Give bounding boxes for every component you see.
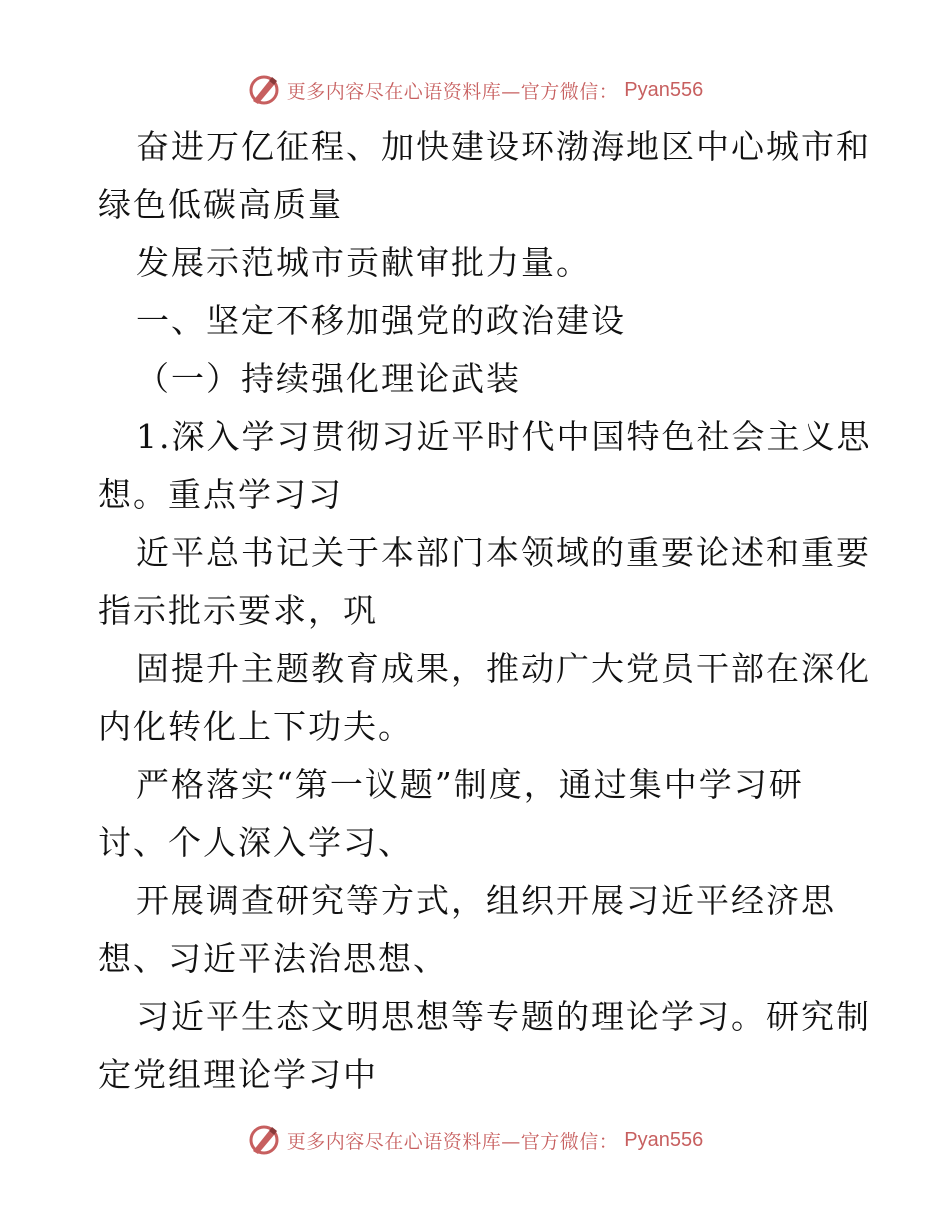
- paragraph-line: （一）持续强化理论武装: [136, 359, 521, 398]
- paragraph-line: 内化转化上下功夫。: [98, 707, 413, 746]
- subsection-heading: [98, 350, 858, 408]
- watermark-id: Pyan556: [624, 1128, 704, 1151]
- pen-logo-icon: [247, 1123, 281, 1157]
- paragraph-line: 严格落实“第一议题”制度，通过集中学习研: [136, 765, 804, 804]
- section-heading: [98, 292, 858, 350]
- watermark-text: 更多内容尽在心语资料库—官方微信：: [286, 80, 619, 103]
- paragraph-line: 奋进万亿征程、加快建设环渤海地区中心城市和: [136, 127, 871, 166]
- watermark-text: 更多内容尽在心语资料库—官方微信：: [286, 1130, 619, 1153]
- paragraph-line: 近平总书记关于本部门本领域的重要论述和重要: [136, 533, 871, 572]
- pen-logo-icon: [247, 73, 281, 107]
- paragraph-line: 发展示范城市贡献审批力量。: [136, 243, 591, 282]
- paragraph: [98, 756, 858, 872]
- watermark-footer: [0, 1120, 950, 1160]
- paragraph-line: 定党组理论学习中: [98, 1055, 378, 1094]
- watermark-header: [0, 70, 950, 110]
- paragraph-line: 固提升主题教育成果，推动广大党员干部在深化: [136, 649, 871, 688]
- paragraph: [98, 640, 871, 756]
- paragraph-line: 绿色低碳高质量: [98, 185, 343, 224]
- paragraph: [98, 234, 858, 292]
- paragraph-line: 习近平生态文明思想等专题的理论学习。研究制: [136, 997, 871, 1036]
- paragraph-line: 讨、个人深入学习、: [98, 823, 413, 862]
- paragraph-line: 想、习近平法治思想、: [98, 939, 448, 978]
- paragraph-line: 想。重点学习习: [98, 475, 343, 514]
- document-body: [98, 118, 872, 1104]
- paragraph-line: 指示批示要求，巩: [98, 591, 378, 630]
- paragraph: [98, 118, 871, 234]
- paragraph-line: 1.深入学习贯彻习近平时代中国特色社会主义思: [136, 417, 872, 456]
- paragraph: [98, 408, 872, 524]
- paragraph: [98, 988, 871, 1104]
- watermark-id: Pyan556: [624, 78, 704, 101]
- paragraph-line: 一、坚定不移加强党的政治建设: [136, 301, 626, 340]
- paragraph-line: 开展调查研究等方式，组织开展习近平经济思: [136, 881, 836, 920]
- paragraph: [98, 872, 858, 988]
- paragraph: [98, 524, 871, 640]
